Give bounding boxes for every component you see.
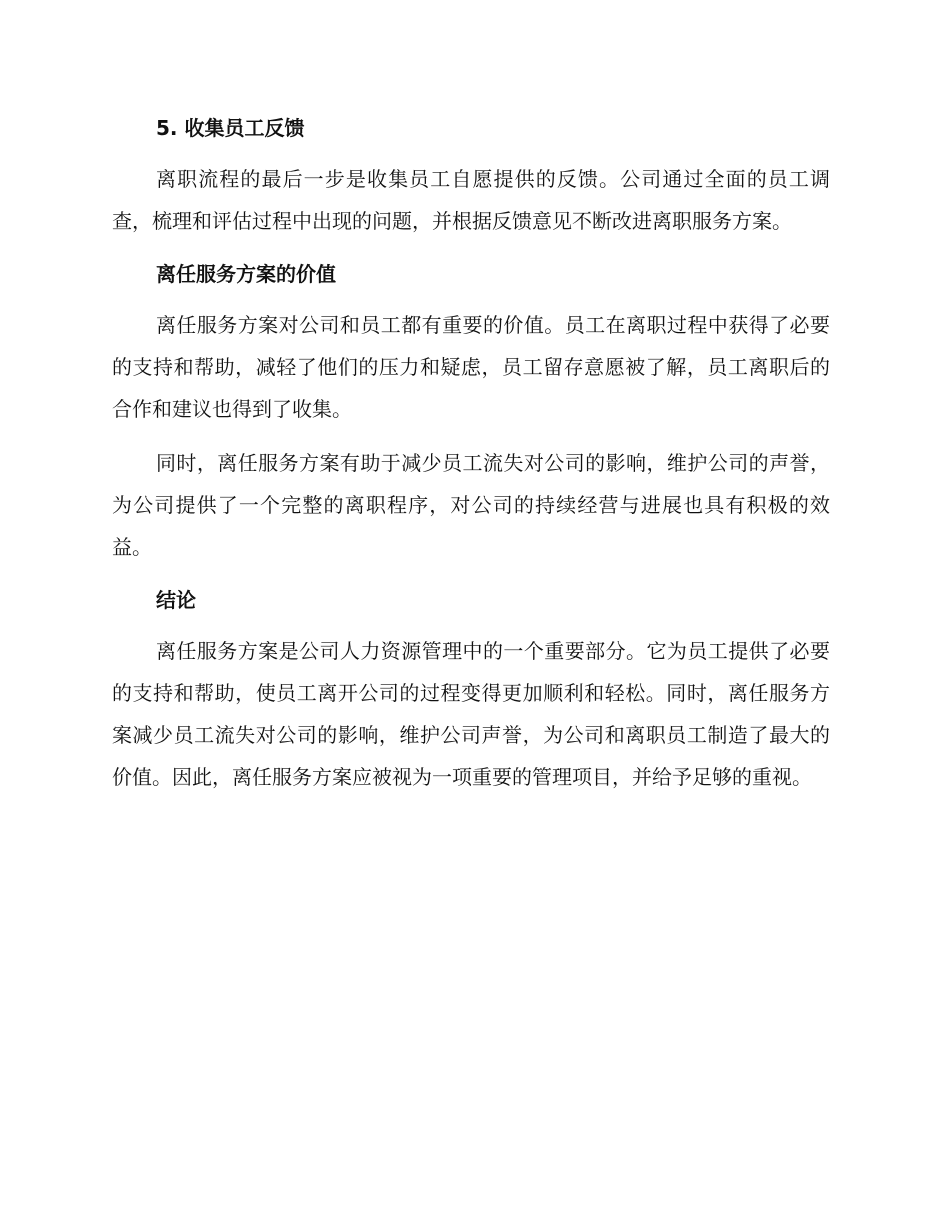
paragraph-collect-feedback: 离职流程的最后一步是收集员工自愿提供的反馈。公司通过全面的员工调查，梳理和评估过程中出现的问题，并根据反馈意见不断改进离职服务方案。 (112, 167, 830, 233)
section-heading-collect-feedback: 5. 收集员工反馈 (156, 116, 305, 140)
section-heading-service-value: 离任服务方案的价值 (156, 262, 336, 286)
paragraph-service-value-2: 同时，离任服务方案有助于减少员工流失对公司的影响，维护公司的声誉，为公司提供了一个完整的离职程序，对公司的持续经营与进展也具有积极的效益。 (112, 451, 830, 559)
paragraph-conclusion: 离任服务方案是公司人力资源管理中的一个重要部分。它为员工提供了必要的支持和帮助，使员工离开公司的过程变得更加顺利和轻松。同时，离任服务方案减少员工流失对公司的影响，维护公司声誉，为公司和离职员工制造了最大的价值。因此，离任服务方案应被视为一项重要的管理项目，并给予足够的重视。 (112, 639, 830, 789)
document-page (112, 108, 830, 810)
paragraph-service-value-1: 离任服务方案对公司和员工都有重要的价值。员工在离职过程中获得了必要的支持和帮助，减轻了他们的压力和疑虑，员工留存意愿被了解，员工离职后的合作和建议也得到了收集。 (112, 313, 830, 421)
section-heading-conclusion: 结论 (156, 588, 196, 612)
